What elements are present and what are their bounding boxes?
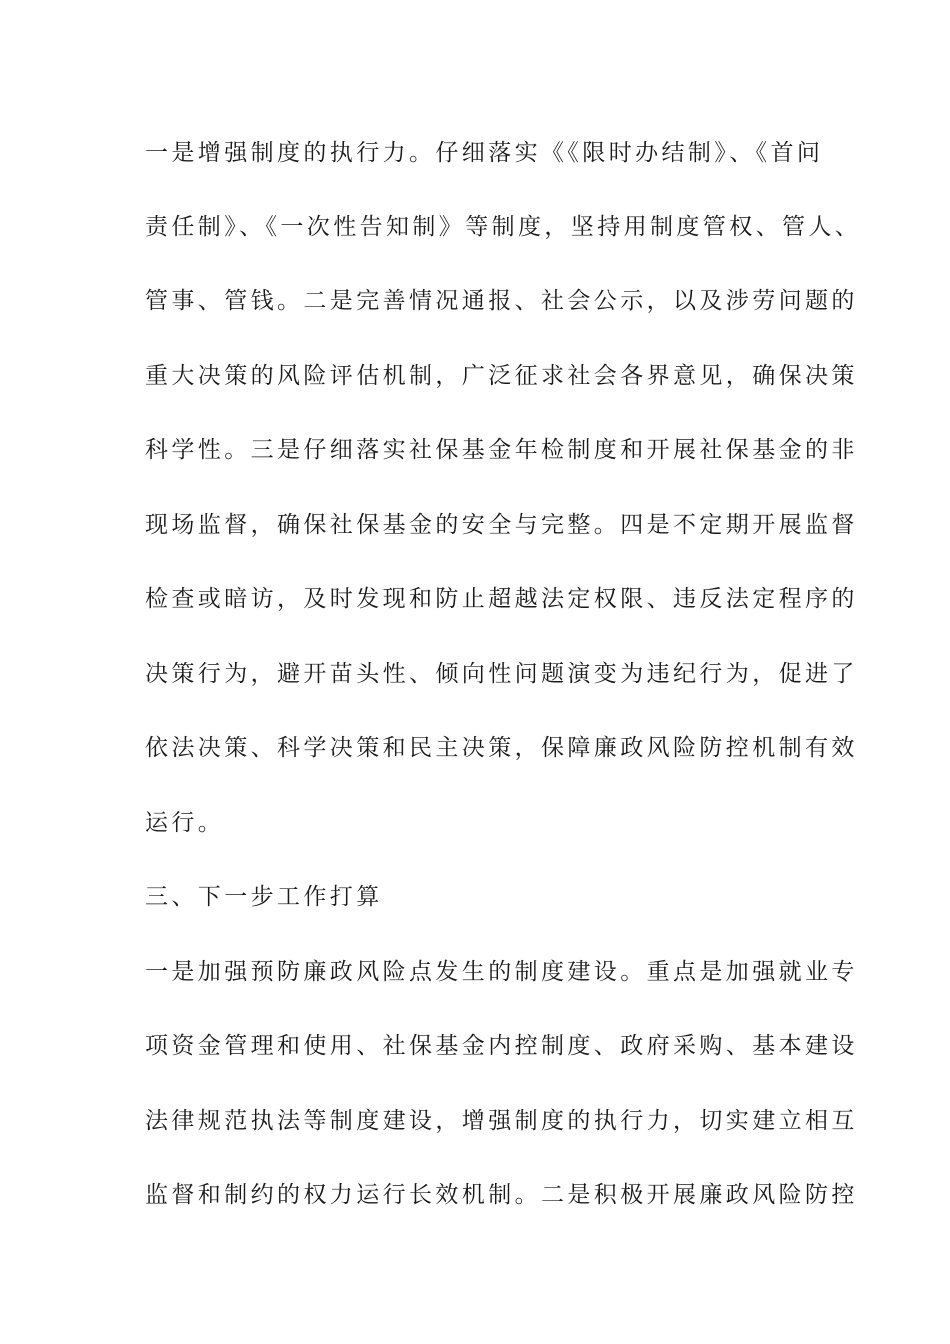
paragraph-line: 重大决策的风险评估机制，广泛征求社会各界意见，确保决策 [145,363,858,389]
paragraph-line: 运行。 [145,810,225,836]
paragraph-line: 一是加强预防廉政风险点发生的制度建设。重点是加强就业专 [145,959,858,985]
paragraph-line: 科学性。三是仔细落实社保基金年检制度和开展社保基金的非 [145,437,858,463]
section-heading: 三、下一步工作打算 [145,884,383,910]
paragraph-line: 监督和制约的权力运行长效机制。二是积极开展廉政风险防控 [145,1182,858,1208]
paragraph-line: 现场监督，确保社保基金的安全与完整。四是不定期开展监督 [145,512,858,538]
paragraph-line: 管事、管钱。二是完善情况通报、社会公示，以及涉劳问题的 [145,288,858,314]
paragraph-line: 法律规范执法等制度建设，增强制度的执行力，切实建立相互 [145,1108,858,1134]
paragraph-line: 一是增强制度的执行力。仔细落实《《限时办结制》、《首问 [145,140,824,166]
paragraph-line: 责任制》、《一次性告知制》等制度，坚持用制度管权、管人、 [145,214,862,240]
paragraph-line: 项资金管理和使用、社保基金内控制度、政府采购、基本建设 [145,1033,858,1059]
paragraph-line: 决策行为，避开苗头性、倾向性问题演变为违纪行为，促进了 [145,661,858,687]
paragraph-line: 依法决策、科学决策和民主决策，保障廉政风险防控机制有效 [145,735,858,761]
paragraph-line: 检查或暗访，及时发现和防止超越法定权限、违反法定程序的 [145,586,858,612]
